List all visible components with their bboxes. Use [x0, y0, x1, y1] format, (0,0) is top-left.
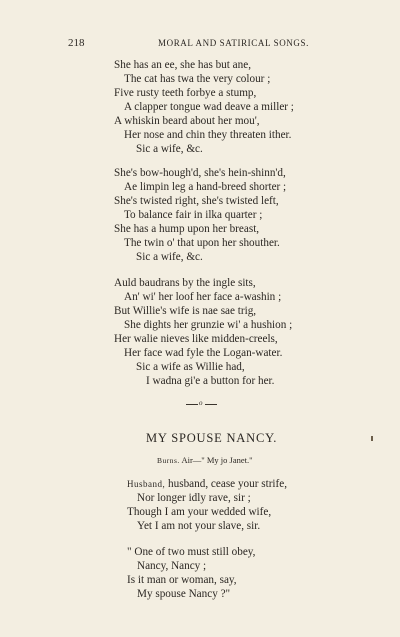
verse-line: Auld baudrans by the ingle sits, [114, 277, 256, 289]
verse-line: Five rusty teeth forbye a stump, [114, 87, 257, 99]
verse-line: She has an ee, she has but ane, [114, 59, 252, 71]
divider-ornament: o [199, 399, 203, 407]
verse-line: Ae limpin leg a hand-breed shorter ; [124, 181, 287, 193]
verse-line: A whiskin beard about her mou', [114, 115, 260, 127]
verse-line: " One of two must still obey, [127, 546, 256, 558]
verse-line: Sic a wife as Willie had, [136, 361, 245, 373]
verse-line: My spouse Nancy ?" [137, 588, 231, 600]
verse-line: She has a hump upon her breast, [114, 223, 260, 235]
verse-line: But Willie's wife is nae sae trig, [114, 305, 257, 317]
verse-line: The twin o' that upon her shouther. [124, 237, 280, 249]
song-title: MY SPOUSE NANCY. [146, 431, 278, 445]
page-number: 218 [68, 37, 85, 49]
running-head: MORAL AND SATIRICAL SONGS. [158, 38, 309, 48]
verse-line: She's bow-hough'd, she's hein-shinn'd, [114, 167, 286, 179]
verse-line: Her nose and chin they threaten ither. [124, 129, 292, 141]
verse-line: I wadna gi'e a button for her. [146, 375, 275, 387]
song-attribution [157, 455, 253, 465]
verse-line: Though I am your wedded wife, [127, 506, 272, 518]
chorus-line: Sic a wife, &c. [136, 143, 203, 155]
air-name: Air—" My jo Janet." [181, 455, 253, 465]
chorus-line: Sic a wife, &c. [136, 251, 203, 263]
verse-line: Nor longer idly rave, sir ; [137, 492, 251, 504]
divider-rule-left [186, 404, 198, 405]
author-name: Burns. [157, 456, 180, 465]
page-header [0, 37, 400, 51]
verse-line: An' wi' her loof her face a-washin ; [124, 291, 282, 303]
verse-line: She dights her grunzie wi' a hushion ; [124, 319, 293, 331]
verse-line-rest: husband, cease your strife, [165, 478, 288, 490]
verse-line: Her face wad fyle the Logan-water. [124, 347, 283, 359]
drop-word: Husband, [127, 479, 166, 489]
verse-line: Yet I am not your slave, sir. [137, 520, 261, 532]
verse-line: She's twisted right, she's twisted left, [114, 195, 279, 207]
verse-line: A clapper tongue wad deave a miller ; [124, 101, 294, 113]
verse-line: The cat has twa the very colour ; [124, 73, 271, 85]
page-blemish [371, 436, 373, 441]
verse-line [127, 477, 287, 491]
verse-line: Her walie nieves like midden-creels, [114, 333, 278, 345]
verse-line: Nancy, Nancy ; [137, 560, 207, 572]
verse-line: Is it man or woman, say, [127, 574, 237, 586]
divider-rule-right [205, 404, 217, 405]
verse-line: To balance fair in ilka quarter ; [124, 209, 263, 221]
